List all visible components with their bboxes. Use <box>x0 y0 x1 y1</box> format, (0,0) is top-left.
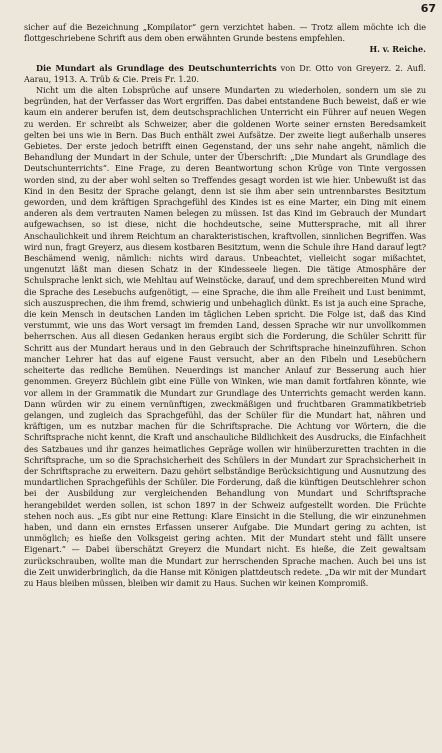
reviewer-signature: H. v. Reiche. <box>369 44 426 55</box>
review-author-line: von Dr. Otto von Greyerz. 2. Aufl. Aarau, 1913. A. Trüb & Cie. Preis Fr. 1.20. <box>24 62 426 84</box>
review-body <box>24 85 426 589</box>
previous-article-text: sicher auf die Bezeichnung „Kompilator“ gern verzichtet haben. — Trotz allem möchte ich die flottgeschriebene Schrift aus dem oben erwähnten Grunde bestens empfehlen. <box>24 22 426 44</box>
review-heading <box>24 63 426 85</box>
review-body-text: Nicht um die alten Lobsprüche auf unsere Mundarten zu wiederholen, sondern um sie zu begründen, hat der Verfasser das Wort ergriffen. Das dabei entstandene Buch beweist, daß er wie kaum ein anderer berufen ist, dem deutschsprachlichen Unterricht ein Führer auf neuen Wegen zu werden. Er schreibt als Schweizer, aber die goldenen Worte seiner ernsten Beredsamkeit gelten bei uns wie in Bern. Das Buch enthält zwei Aufsätze. Der zweite liegt außerhalb unseres Gebietes. Der erste jedoch betrifft einen Gegenstand, der uns sehr nahe angeht, nämlich die Behandlung der Mundart in der Schule, unter der Überschrift: „Die Mundart als Grundlage des Deutschunterrichts“. Eine Frage, zu deren Beantwortung schon Krüge von Tinte vergossen worden sind, zu der aber wohl selten so Treffendes gesagt worden ist wie hier. Unbewußt ist das Kind in den Besitz der Sprache gelangt, denn ist sie ihm aber sein untrennbarstes Besitztum geworden, und dem kräftigen Sprachgefühl des Kindes ist es eine Marter, ein Ding mit einem anderen als dem vertrauten Namen belegen zu müssen. Ist das Kind im Gebrauch der Mundart aufgewachsen, so ist diese, nicht die hochdeutsche, seine Muttersprache, mit all ihrer Anschaulichkeit und ihrem Reichtum an charakteristischen, kraftvollen, sinnlichen Begriffen. Was wird nun, fragt Greyerz, aus diesem kostbaren Besitztum, wenn die Schule ihre Hand darauf legt? Beschämend wenig, nämlich: nichts wird daraus. Unbeachtet, vielleicht sogar mißachtet, ungenutzt läßt man diesen Schatz in der Kindesseele liegen. Die tätige Atmosphäre der Schulsprache lenkt sich, wie Mehltau auf Weinstöcke, darauf, und dem sprechbereiten Mund wird die Sprache des Lesebuchs aufgenötigt, — eine Sprache, die ihm alle Freiheit und Lust benimmt, sich auszusprechen, die ihm fremd, schwierig und unbehaglich dünkt. Es ist ja auch eine Sprache, die kein Mensch in deutschen Landen im täglichen Leben spricht. Die Folge ist, daß das Kind verstummt, wie uns das Wort versagt im fremden Land, dessen Sprache wir nur unvollkommen beherrschen. Aus all diesen Gedanken heraus ergibt sich die Forderung, die Schüler Schritt für Schritt aus der Mundart heraus und in den Gebrauch der Schriftsprache hineinzuführen. Schon mancher Lehrer hat das auf eigene Faust versucht, aber an den Fibeln und Lesebüchern scheiterte das redliche Bemühen. Neuerdings ist mancher Anlauf zur Besserung auch hier genommen. Greyerz Büchlein gibt eine Fülle von Winken, wie man damit fortfahren könnte, wie vor allem in der Grammatik die Mundart zur Grundlage des Unterrichts gemacht werden kann. Dann würden wir zu einem vernünftigen, zweckmäßigen und fruchtbaren Grammatikbetrieb gelangen, und zugleich das Sprachgefühl, das der Schüler für die Mundart hat, nähren und kräftigen, um es nutzbar machen für die Schriftsprache. Die Achtung vor Wörtern, die die Schriftsprache nicht kennt, die Kraft und anschauliche Bildlichkeit des Ausdrucks, die Einfachheit des Satzbaues und ihr ganzes heimatliches Gepräge wollen wir hinüberzuretten trachten in die Schriftsprache, um so die Sprachsicherheit des Schülers in der Mundart zur Sprachsicherheit in der Schriftsprache zu erweitern. Dazu gehört selbständige Berücksichtigung und Ausnutzung des mundartlichen Sprachgefühls der Schüler. Die Forderung, daß die künftigen Deutschlehrer schon bei der Ausbildung zur vergleichenden Behandlung von Mundart und Schriftsprache herangebildet werden sollen, ist schon 1897 in der Schweiz aufgestellt worden. Die Früchte stehen noch aus. „Es gibt nur eine Rettung: Klare Einsicht in die Stellung, die wir einzunehmen haben, und dann ein ernstes Erfassen unserer Aufgabe. Die Mundart gering zu achten, ist unmöglich; es hieße den Volksgeist gering achten. Mit der Mundart steht und fällt unsere Eigenart.“ — Dabei überschätzt Greyerz die Mundart nicht. Es hieße, die Zeit gewaltsam zurückschrauben, wollte man die Mundart zur herrschenden Sprache machen. Auch bei uns ist die Zeit unwiderbringlich, da die Hanse mit Königen plattdeutsch redete. „Da wir mit der Mundart zu Haus bleiben müssen, bleiben wir damit zu Haus. Suchen wir keinen Kompromiß. <box>24 85 426 588</box>
review-title: Die Mundart als Grundlage des Deutschunterrichts <box>36 62 277 73</box>
page-number: 67 <box>420 2 436 15</box>
